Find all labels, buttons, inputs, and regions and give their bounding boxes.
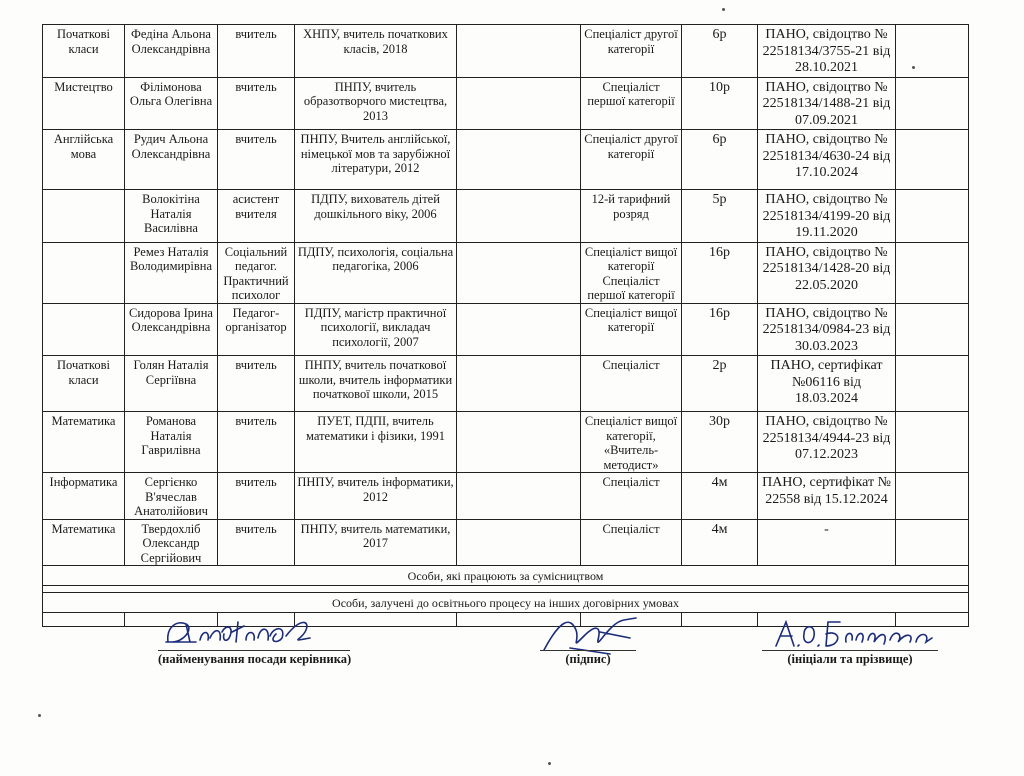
table-row xyxy=(43,25,969,78)
cell-education: ХНПУ, вчитель початкових класів, 2018 xyxy=(295,25,457,78)
cell-position: вчитель xyxy=(218,519,295,566)
cell-category: Спеціаліст першої категорії xyxy=(581,77,682,130)
cell-subject: Математика xyxy=(43,519,125,566)
cell-category: Спеціаліст xyxy=(581,519,682,566)
cell-name: Федіна Альона Олександрівна xyxy=(125,25,218,78)
cell-category: Спеціаліст другої категорії xyxy=(581,130,682,190)
cell-subject: Англійська мова xyxy=(43,130,125,190)
cell-extra xyxy=(896,356,969,412)
signature-line xyxy=(540,650,636,651)
cell-experience: 2р xyxy=(682,356,758,412)
table-row xyxy=(43,190,969,243)
cell-certificate: ПАНО, свідоцтво № 22518134/3755-21 від 28.10.2021 xyxy=(758,25,896,78)
cell-category: Спеціаліст вищої категорії Спеціаліст першої категорії xyxy=(581,242,682,303)
cell-experience: 30р xyxy=(682,412,758,473)
scan-speck xyxy=(722,8,725,11)
cell-blank xyxy=(457,77,581,130)
cell-position: вчитель xyxy=(218,25,295,78)
handwritten-name-signature xyxy=(770,612,940,654)
section-row-part-time xyxy=(43,566,969,586)
cell-subject xyxy=(43,303,125,356)
cell-name: Романова Наталія Гаврилівна xyxy=(125,412,218,473)
table-row xyxy=(43,130,969,190)
cell-position: вчитель xyxy=(218,130,295,190)
cell-extra xyxy=(896,130,969,190)
cell-category: Спеціаліст вищої категорії, «Вчитель-методист» xyxy=(581,412,682,473)
cell-name: Голян Наталія Сергіївна xyxy=(125,356,218,412)
cell-experience: 5р xyxy=(682,190,758,243)
cell-blank xyxy=(457,356,581,412)
cell-education: ПНПУ, вчитель інформатики, 2012 xyxy=(295,473,457,520)
cell-education: ПНПУ, вчитель математики, 2017 xyxy=(295,519,457,566)
cell-position: асистент вчителя xyxy=(218,190,295,243)
cell-extra xyxy=(896,25,969,78)
cell-name: Рудич Альона Олександрівна xyxy=(125,130,218,190)
cell-experience: 10р xyxy=(682,77,758,130)
scan-speck xyxy=(912,66,915,69)
cell-certificate: ПАНО, свідоцтво № 22518134/4199-20 від 19.11.2020 xyxy=(758,190,896,243)
cell-experience: 16р xyxy=(682,242,758,303)
staff-table xyxy=(42,24,969,627)
table-row xyxy=(43,412,969,473)
name-line xyxy=(762,650,938,651)
staff-rows xyxy=(43,25,969,566)
cell-experience: 16р xyxy=(682,303,758,356)
cell-category: 12-й тарифний розряд xyxy=(581,190,682,243)
cell-certificate: ПАНО, сертифікат №06116 від 18.03.2024 xyxy=(758,356,896,412)
cell-name: Ремез Наталія Володимирівна xyxy=(125,242,218,303)
cell-position: вчитель xyxy=(218,356,295,412)
cell-position: Соціальний педагог. Практичний психолог xyxy=(218,242,295,303)
section-part-time: Особи, які працюють за сумісництвом xyxy=(43,566,969,586)
cell-certificate: ПАНО, свідоцтво № 22518134/1428-20 від 22.05.2020 xyxy=(758,242,896,303)
cell-subject: Початкові класи xyxy=(43,25,125,78)
cell-subject: Математика xyxy=(43,412,125,473)
cell-experience: 4м xyxy=(682,473,758,520)
cell-subject xyxy=(43,190,125,243)
cell-blank xyxy=(457,519,581,566)
cell-experience: 4м xyxy=(682,519,758,566)
cell-extra xyxy=(896,519,969,566)
cell-education: ПДПУ, вихователь дітей дошкільного віку, 2006 xyxy=(295,190,457,243)
cell-subject xyxy=(43,242,125,303)
blank-row xyxy=(43,586,969,593)
cell-blank xyxy=(457,473,581,520)
table-row xyxy=(43,519,969,566)
cell-position: вчитель xyxy=(218,412,295,473)
cell-category: Спеціаліст вищої категорії xyxy=(581,303,682,356)
cell-extra xyxy=(896,242,969,303)
cell-name: Філімонова Ольга Олегівна xyxy=(125,77,218,130)
cell-education: ПДПУ, магістр практичної психології, викладач психології, 2007 xyxy=(295,303,457,356)
cell-extra xyxy=(896,473,969,520)
name-caption: (ініціали та прізвище) xyxy=(787,652,913,666)
cell-category: Спеціаліст xyxy=(581,356,682,412)
table-row xyxy=(43,473,969,520)
section-other-contracts: Особи, залучені до освітнього процесу на інших договірних умовах xyxy=(43,593,969,613)
cell-blank xyxy=(457,130,581,190)
position-caption: (найменування посади керівника) xyxy=(158,652,352,666)
table-row xyxy=(43,356,969,412)
cell-blank xyxy=(457,242,581,303)
cell-certificate: ПАНО, свідоцтво № 22518134/0984-23 від 30.03.2023 xyxy=(758,303,896,356)
scan-speck xyxy=(38,714,41,717)
cell-education: ПНПУ, вчитель початкової школи, вчитель інформатики початкової школи, 2015 xyxy=(295,356,457,412)
cell-position: Педагог-організатор xyxy=(218,303,295,356)
handwritten-position-signature xyxy=(160,612,330,654)
cell-position: вчитель xyxy=(218,473,295,520)
cell-position: вчитель xyxy=(218,77,295,130)
cell-extra xyxy=(896,190,969,243)
cell-certificate: ПАНО, свідоцтво № 22518134/1488-21 від 07.09.2021 xyxy=(758,77,896,130)
cell-education: ПНПУ, Вчитель англійської, німецької мов та зарубіжної літератури, 2012 xyxy=(295,130,457,190)
cell-experience: 6р xyxy=(682,130,758,190)
cell-name: Твердохліб Олександр Сергійович xyxy=(125,519,218,566)
signature-caption: (підпис) xyxy=(565,652,611,666)
cell-education: ПДПУ, психологія, соціальна педагогіка, 2006 xyxy=(295,242,457,303)
cell-subject: Мистецтво xyxy=(43,77,125,130)
table-row xyxy=(43,242,969,303)
cell-education: ПНПУ, вчитель образотворчого мистецтва, 2013 xyxy=(295,77,457,130)
cell-blank xyxy=(457,190,581,243)
cell-certificate: ПАНО, свідоцтво № 22518134/4944-23 від 07.12.2023 xyxy=(758,412,896,473)
cell-name: Сергієнко В'ячеслав Анатолійович xyxy=(125,473,218,520)
cell-extra xyxy=(896,77,969,130)
table-row xyxy=(43,77,969,130)
cell-experience: 6р xyxy=(682,25,758,78)
cell-blank xyxy=(457,412,581,473)
cell-extra xyxy=(896,303,969,356)
cell-blank xyxy=(457,303,581,356)
table-row xyxy=(43,303,969,356)
cell-category: Спеціаліст xyxy=(581,473,682,520)
cell-subject: Початкові класи xyxy=(43,356,125,412)
cell-education: ПУЕТ, ПДПІ, вчитель математики і фізики, 1991 xyxy=(295,412,457,473)
position-line xyxy=(158,650,350,651)
cell-name: Волокітіна Наталія Василівна xyxy=(125,190,218,243)
cell-certificate: - xyxy=(758,519,896,566)
cell-certificate: ПАНО, сертифікат № 22558 від 15.12.2024 xyxy=(758,473,896,520)
section-row-other-contracts xyxy=(43,593,969,613)
cell-category: Спеціаліст другої категорії xyxy=(581,25,682,78)
blank-cell xyxy=(43,586,969,593)
cell-extra xyxy=(896,412,969,473)
cell-certificate: ПАНО, свідоцтво № 22518134/4630-24 від 17.10.2024 xyxy=(758,130,896,190)
cell-blank xyxy=(457,25,581,78)
cell-subject: Інформатика xyxy=(43,473,125,520)
scan-speck xyxy=(548,762,551,765)
cell-name: Сидорова Ірина Олександрівна xyxy=(125,303,218,356)
